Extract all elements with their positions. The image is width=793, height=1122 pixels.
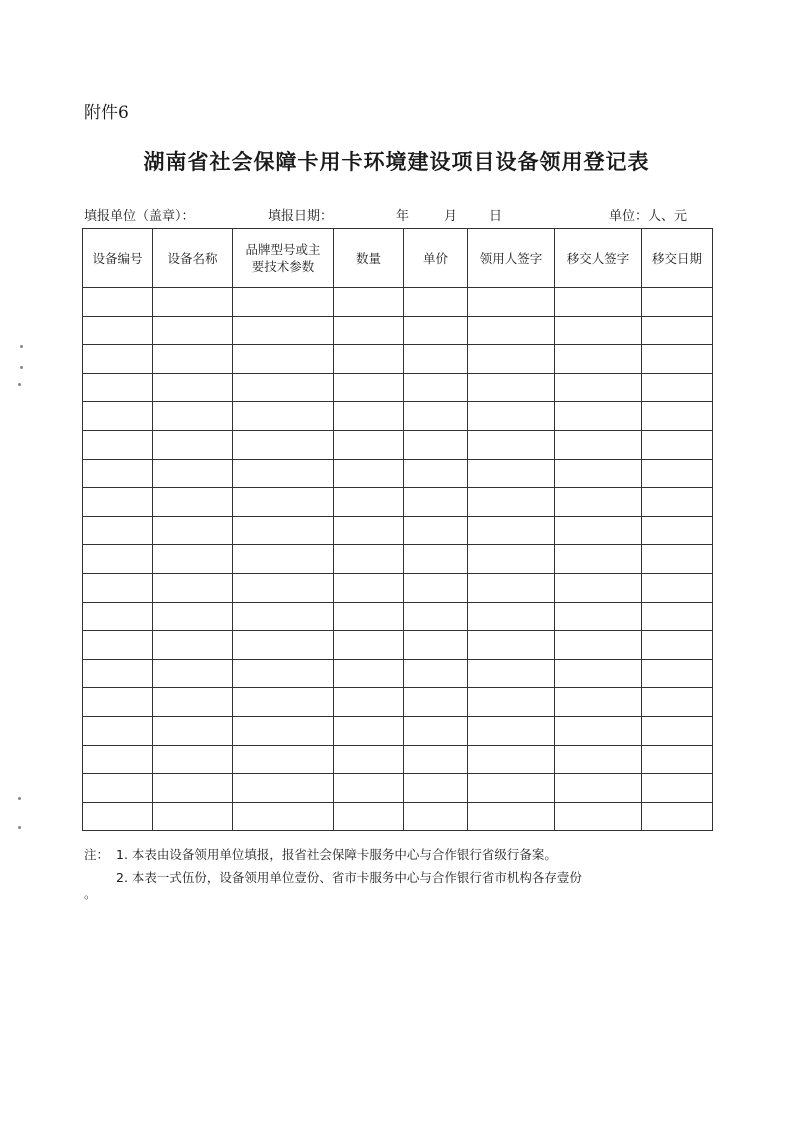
table-row <box>83 373 713 402</box>
table-cell <box>83 716 153 745</box>
table-cell <box>404 430 468 459</box>
col-header-device-id: 设备编号 <box>83 229 153 288</box>
table-cell <box>233 345 334 374</box>
table-cell <box>334 716 404 745</box>
table-cell <box>642 745 713 774</box>
note-1: 1. 本表由设备领用单位填报，报省社会保障卡服务中心与合作银行省级行备案。 <box>116 847 557 862</box>
table-cell <box>233 316 334 345</box>
table-row <box>83 430 713 459</box>
table-row <box>83 602 713 631</box>
table-cell <box>334 345 404 374</box>
table-cell <box>468 288 555 317</box>
table-cell <box>642 573 713 602</box>
table-cell <box>233 774 334 803</box>
table-row <box>83 716 713 745</box>
table-cell <box>334 659 404 688</box>
table-row <box>83 488 713 517</box>
table-cell <box>153 774 233 803</box>
table-cell <box>642 545 713 574</box>
year-label: 年 <box>396 209 410 224</box>
table-cell <box>153 373 233 402</box>
table-cell <box>468 488 555 517</box>
table-row <box>83 659 713 688</box>
table-cell <box>153 573 233 602</box>
table-row <box>83 459 713 488</box>
table-cell <box>555 602 642 631</box>
table-cell <box>153 288 233 317</box>
table-cell <box>555 488 642 517</box>
table-cell <box>334 602 404 631</box>
table-cell <box>642 488 713 517</box>
table-cell <box>233 288 334 317</box>
table-cell <box>468 402 555 431</box>
table-cell <box>334 316 404 345</box>
table-cell <box>468 459 555 488</box>
table-cell <box>468 631 555 660</box>
table-cell <box>404 573 468 602</box>
table-cell <box>153 631 233 660</box>
table-cell <box>334 488 404 517</box>
table-cell <box>555 631 642 660</box>
table-cell <box>83 545 153 574</box>
table-cell <box>334 288 404 317</box>
table-cell <box>555 659 642 688</box>
table-cell <box>468 659 555 688</box>
table-cell <box>334 802 404 831</box>
table-cell <box>404 774 468 803</box>
table-row <box>83 516 713 545</box>
table-cell <box>153 430 233 459</box>
table-cell <box>404 802 468 831</box>
table-cell <box>642 373 713 402</box>
table-cell <box>153 688 233 717</box>
table-cell <box>83 316 153 345</box>
table-cell <box>334 373 404 402</box>
table-cell <box>555 802 642 831</box>
table-cell <box>153 316 233 345</box>
table-cell <box>468 373 555 402</box>
table-cell <box>233 659 334 688</box>
table-cell <box>83 430 153 459</box>
table-cell <box>404 373 468 402</box>
table-cell <box>83 688 153 717</box>
table-cell <box>83 802 153 831</box>
table-cell <box>83 345 153 374</box>
table-cell <box>404 402 468 431</box>
table-cell <box>83 631 153 660</box>
table-cell <box>83 488 153 517</box>
table-cell <box>468 745 555 774</box>
table-cell <box>468 774 555 803</box>
table-cell <box>153 659 233 688</box>
table-row <box>83 345 713 374</box>
table-cell <box>404 745 468 774</box>
table-cell <box>83 602 153 631</box>
table-row <box>83 774 713 803</box>
table-row <box>83 802 713 831</box>
table-cell <box>83 516 153 545</box>
table-cell <box>642 402 713 431</box>
table-row <box>83 631 713 660</box>
fill-unit-label: 填报单位（盖章）： <box>84 209 195 224</box>
table-cell <box>555 688 642 717</box>
col-header-brand-model <box>233 229 334 288</box>
attachment-label: 附件6 <box>84 103 129 123</box>
scan-speck <box>20 345 23 348</box>
table-cell <box>83 459 153 488</box>
table-cell <box>404 459 468 488</box>
table-cell <box>334 459 404 488</box>
table-cell <box>468 545 555 574</box>
table-cell <box>468 688 555 717</box>
table-cell <box>642 602 713 631</box>
table-row <box>83 688 713 717</box>
table-cell <box>468 430 555 459</box>
table-cell <box>404 316 468 345</box>
table-cell <box>334 573 404 602</box>
table-cell <box>233 573 334 602</box>
scan-speck <box>18 383 21 386</box>
page-title: 湖南省社会保障卡用卡环境建设项目设备领用登记表 <box>143 149 650 174</box>
table-cell <box>334 430 404 459</box>
table-cell <box>555 316 642 345</box>
table-cell <box>404 288 468 317</box>
table-cell <box>468 602 555 631</box>
table-cell <box>233 716 334 745</box>
table-cell <box>642 459 713 488</box>
table-cell <box>404 716 468 745</box>
table-cell <box>83 373 153 402</box>
table-cell <box>334 688 404 717</box>
table-row <box>83 288 713 317</box>
table-cell <box>642 430 713 459</box>
table-cell <box>334 545 404 574</box>
table-cell <box>555 459 642 488</box>
table-cell <box>468 573 555 602</box>
table-cell <box>404 631 468 660</box>
scan-speck <box>20 366 23 369</box>
table-cell <box>153 745 233 774</box>
col-header-brand-model-line1: 品牌型号或主 <box>245 242 321 257</box>
table-cell <box>83 402 153 431</box>
table-row <box>83 402 713 431</box>
currency-unit-label: 单位：人、元 <box>609 209 688 224</box>
table-cell <box>642 659 713 688</box>
table-cell <box>404 516 468 545</box>
table-cell <box>468 345 555 374</box>
table-cell <box>153 802 233 831</box>
table-cell <box>404 488 468 517</box>
table-cell <box>404 602 468 631</box>
table-cell <box>233 631 334 660</box>
table-cell <box>83 288 153 317</box>
col-header-quantity: 数量 <box>334 229 404 288</box>
table-cell <box>83 573 153 602</box>
table-row <box>83 745 713 774</box>
table-cell <box>153 402 233 431</box>
table-row <box>83 573 713 602</box>
equipment-register-table <box>82 228 713 831</box>
scan-speck <box>18 797 21 800</box>
table-cell <box>153 459 233 488</box>
table-cell <box>233 545 334 574</box>
table-cell <box>642 716 713 745</box>
table-cell <box>153 516 233 545</box>
table-cell <box>468 316 555 345</box>
col-header-receiver-signature: 领用人签字 <box>468 229 555 288</box>
note-2-end: 。 <box>84 886 97 901</box>
table-cell <box>555 402 642 431</box>
table-cell <box>153 488 233 517</box>
table-row <box>83 545 713 574</box>
table-cell <box>642 802 713 831</box>
table-cell <box>153 716 233 745</box>
table-cell <box>153 345 233 374</box>
table-cell <box>404 659 468 688</box>
table-cell <box>404 345 468 374</box>
table-cell <box>468 802 555 831</box>
table-cell <box>642 345 713 374</box>
table-cell <box>642 774 713 803</box>
table-cell <box>233 602 334 631</box>
table-cell <box>334 774 404 803</box>
table-cell <box>642 288 713 317</box>
table-cell <box>555 745 642 774</box>
table-cell <box>83 659 153 688</box>
table-cell <box>555 288 642 317</box>
table-cell <box>555 573 642 602</box>
scan-speck <box>18 826 21 829</box>
table-cell <box>83 774 153 803</box>
table-cell <box>83 745 153 774</box>
table-cell <box>233 402 334 431</box>
table-cell <box>468 516 555 545</box>
table-cell <box>334 745 404 774</box>
col-header-device-name: 设备名称 <box>153 229 233 288</box>
col-header-brand-model-line2: 要技术参数 <box>251 259 315 274</box>
table-cell <box>233 459 334 488</box>
note-2: 2. 本表一式伍份，设备领用单位壹份、省市卡服务中心与合作银行省市机构各存壹份 <box>116 870 582 885</box>
table-cell <box>555 345 642 374</box>
table-cell <box>233 745 334 774</box>
table-cell <box>233 488 334 517</box>
table-cell <box>555 516 642 545</box>
table-cell <box>404 545 468 574</box>
col-header-handover-signature: 移交人签字 <box>555 229 642 288</box>
header-row <box>83 229 713 288</box>
table-cell <box>334 516 404 545</box>
col-header-handover-date: 移交日期 <box>642 229 713 288</box>
table-row <box>83 316 713 345</box>
table-cell <box>153 545 233 574</box>
month-label: 月 <box>444 209 458 224</box>
table-cell <box>233 802 334 831</box>
table-cell <box>233 373 334 402</box>
table-cell <box>555 373 642 402</box>
fill-date-label: 填报日期： <box>268 209 334 224</box>
table-cell <box>555 774 642 803</box>
table-cell <box>233 688 334 717</box>
table-cell <box>153 602 233 631</box>
table-cell <box>642 316 713 345</box>
table-cell <box>555 430 642 459</box>
table-cell <box>555 545 642 574</box>
table-cell <box>233 516 334 545</box>
col-header-unit-price: 单价 <box>404 229 468 288</box>
table-cell <box>334 402 404 431</box>
table-cell <box>642 516 713 545</box>
table-cell <box>642 631 713 660</box>
table-cell <box>468 716 555 745</box>
table-cell <box>404 688 468 717</box>
day-label: 日 <box>489 209 503 224</box>
notes-prefix: 注： <box>84 847 110 862</box>
table-cell <box>233 430 334 459</box>
table-cell <box>555 716 642 745</box>
table-cell <box>642 688 713 717</box>
table-cell <box>334 631 404 660</box>
